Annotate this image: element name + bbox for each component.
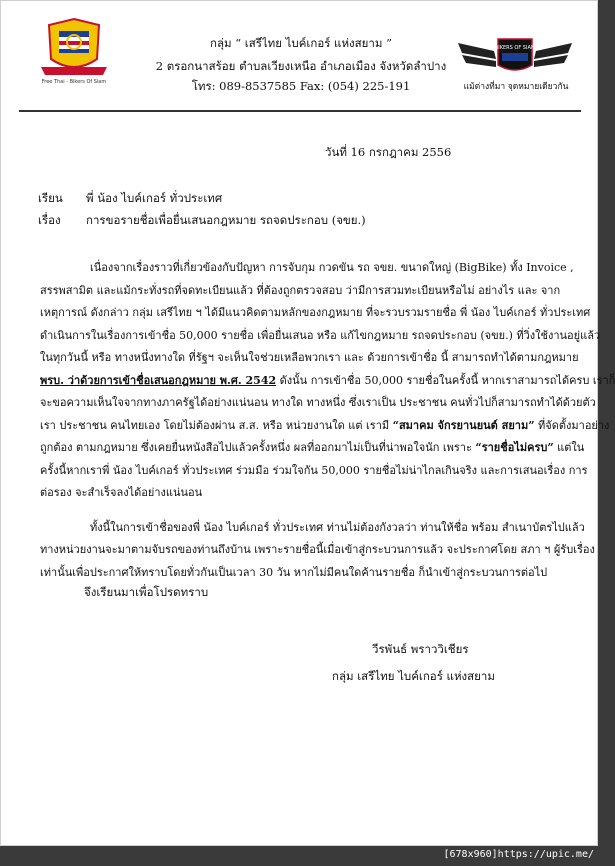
law-reference: พรบ. ว่าด้วยการเข้าชื่อเสนอกฎหมาย พ.ศ. 2542 xyxy=(40,373,277,387)
org-name: กลุ่ม “ เสรีไทย ไบค์เกอร์ แห่งสยาม ” xyxy=(209,36,392,50)
right-logo-caption: แม้ต่างที่มา จุดหมายเดียวกัน xyxy=(463,82,569,92)
recipient-value: พี่ น้อง ไบค์เกอร์ ทั่วประเทศ xyxy=(86,191,223,205)
svg-text:Free Thai - Bikers Of Siam: Free Thai - Bikers Of Siam xyxy=(41,79,107,85)
body-line: สรรพสามิต และแม้กระทั่งรถที่จดทะเบียนแล้ว ที่ต้องถูกตรวจสอบ ว่ามีการสวมทะเบียนหรือไม่ อย่างไร และ จาก xyxy=(40,283,561,297)
recipient-label: เรียน xyxy=(38,191,63,205)
body-line: เนื่องจากเรื่องราวที่เกี่ยวข้องกับปัญหา การจับกุม กวดขัน รถ จขย. ขนาดใหญ่ (BigBike) ทั้ง Invoice , xyxy=(90,261,574,274)
svg-text:BIKERS OF SIAM: BIKERS OF SIAM xyxy=(494,45,536,51)
body-line: ทางหน่วยงานจะมาตามจับรถของท่านถึงบ้าน เพราะรายชื่อนี้เมื่อเข้าสู่กระบวนการแล้ว จะประกาศโดย สภา ฯ ผู้รับเรื่อง xyxy=(40,543,595,556)
signature-name: วีรพันธ์ พราววิเชียร xyxy=(372,642,469,656)
body-line: เท่านั้นเพื่อประกาศให้ทราบโดยทั่วกันเป็นเวลา 30 วัน หากไม่มีคนใดค้านรายชื่อ ก็นำเข้าสู่กระบวนการต่อไป xyxy=(40,565,548,579)
letter-date: วันที่ 16 กรกฎาคม 2556 xyxy=(325,145,452,159)
body-line: ดำเนินการในเรื่องการเข้าชื่อ 50,000 รายชื่อ เพื่อยื่นเสนอ หรือ แก้ไขกฎหมาย รถจดประกอบ (จขย.) ที่วิ่งใช้งานอยู่แล้ว xyxy=(40,328,601,342)
association-name: “สมาคม จักรยานยนต์ สยาม” xyxy=(392,418,535,432)
signature-org: กลุ่ม เสรีไทย ไบค์เกอร์ แห่งสยาม xyxy=(332,669,495,683)
subject-value: การขอรายชื่อเพื่อยื่นเสนอกฎหมาย รถจดประกอบ (จขย.) xyxy=(86,213,366,227)
body-line: ทั้งนี้ในการเข้าชื่อของพี่ น้อง ไบค์เกอร์ ทั่วประเทศ ท่านไม่ต้องกังวลว่า ท่านให้ชื่อ พร้อม สำเนาบัตรไปแล้ว xyxy=(90,520,585,534)
image-host-footer: [678x960]https://upic.me/ xyxy=(443,849,594,860)
org-contact: โทร: 089-8537585 Fax: (054) 225-191 xyxy=(191,79,411,93)
body-line: ในทุกวันนี้ หรือ ทางหนึ่งทางใด ที่รัฐฯ จะเห็นใจช่วยเหลือพวกเรา และ ด้วยการเข้าชื่อ นี้ สามารถทำได้ตามกฎหมาย xyxy=(40,351,579,364)
body-line: ครั้งนี้หากเราพี่ น้อง ไบค์เกอร์ ทั่วประเทศ ร่วมมือ ร่วมใจกัน 50,000 รายชื่อไม่น่าไกลเกินจริง และการเสนอเรื่อง การ xyxy=(40,463,588,477)
org-address: 2 ตรอกนาสร้อย ตำบลเวียงเหนือ อำเภอเมือง จังหวัดลำปาง xyxy=(155,59,447,73)
body-line: พรบ. ว่าด้วยการเข้าชื่อเสนอกฎหมาย พ.ศ. 2542 ดังนั้น การเข้าชื่อ 50,000 รายชื่อในครั้งนี้ หากเราสามารถได้ครบ เราก็ xyxy=(40,373,615,387)
emphasis-incomplete: “รายชื่อไม่ครบ” xyxy=(475,441,554,454)
letter-body xyxy=(40,257,615,584)
subject-label: เรื่อง xyxy=(38,213,61,227)
body-line: เหตุการณ์ ดังกล่าว กลุ่ม เสรีไทย ฯ ได้มีแนวคิดตามหลักของกฎหมาย ที่จะรวบรวมรายชื่อ พี่ น้อง ไบค์เกอร์ ทั่วประเทศ xyxy=(40,306,591,319)
closing-line: จึงเรียนมาเพื่อโปรดทราบ xyxy=(84,585,209,599)
body-line: ต่อรอง จะสำเร็จลงได้อย่างแน่นอน xyxy=(40,486,203,499)
header-divider xyxy=(19,110,581,112)
body-line: เรา ประชาชน คนไทยเอง โดยไม่ต้องผ่าน ส.ส. หรือ หน่วยงานใด แต่ เรามี “สมาคม จักรยานยนต์ สยาม” ที่จัดตั้งมาอย่าง xyxy=(40,418,610,432)
body-line: ถูกต้อง ตามกฎหมาย ซึ่งเคยยื่นหนังสือไปแล้วครั้งหนึ่ง ผลที่ออกมาไม่เป็นที่น่าพอใจนัก เพราะ “รายชื่อไม่ครบ” แต่ใน xyxy=(40,441,585,454)
body-line: จะขอความเห็นใจจากทางภาครัฐได้อย่างแน่นอน ทางใด ทางหนึ่ง ซึ่งเราเป็น ประชาชน คนทั่วไปก็สามารถทำได้ด้วยตัว xyxy=(40,396,596,409)
